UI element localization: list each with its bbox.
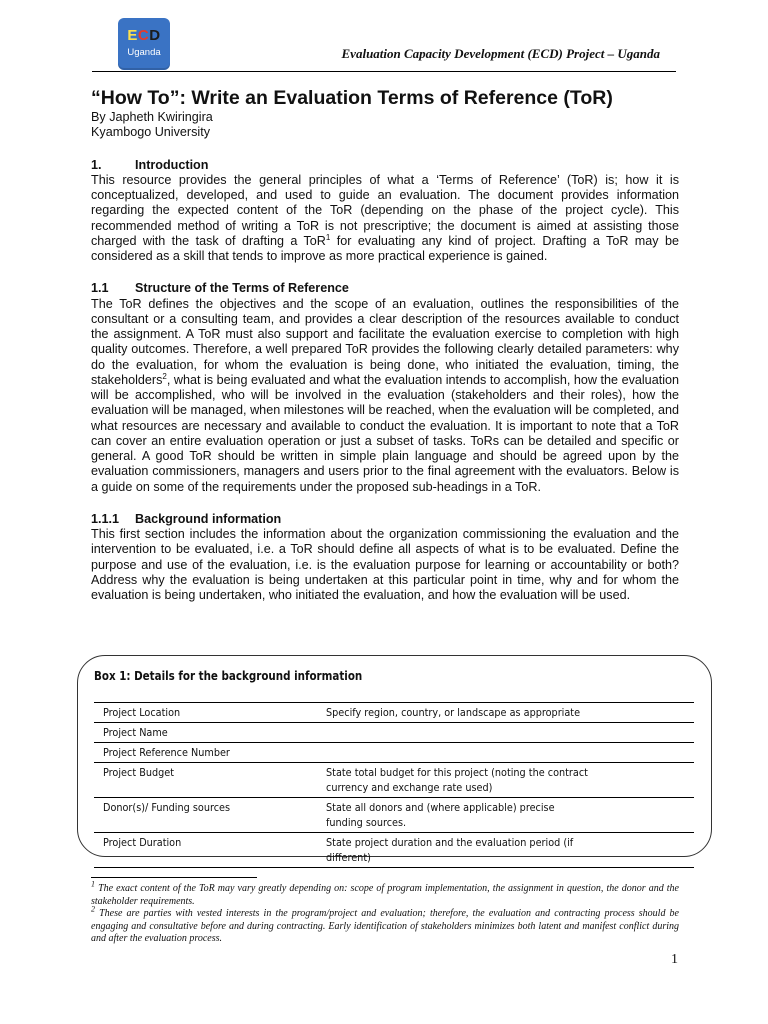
section-heading-background: 1.1.1 Background information	[91, 511, 282, 526]
structure-paragraph: The ToR defines the objectives and the scope of an evaluation, outlines the responsibilities of the consultant or a consulting team, and provides a clear description of the resources available to conduct the assignment. A ToR must also support and facilitate the evaluation exercise to completion with high quality outcomes. Therefore, a well prepared ToR provides the following clearly detailed parameters: why do the evaluation, for whom the evaluation is being done, who initiated the evaluation, timing, the stakeholders$^2$, what is being evaluated and what the evaluation intends to accomplish, how the evaluation will be accomplished, who will be involved in the evaluation (stakeholders and their roles), how the evaluation will be managed, when milestones will be reached, when the evaluation will be completed, and what resources are necessary and available to conduct the evaluation. It is important to note that a ToR can cover an entire evaluation operation or just a subset of tasks. ToRs can be detailed and specific or general. A good ToR should be written in simple plain language and should be agreed upon by the evaluation commissioners, managers and users prior to the final agreement with the evaluators. Below is a guide on some of the requirements under the proposed sub-headings in a ToR.	[91, 296, 679, 494]
logo-mark: ECD	[127, 27, 161, 44]
table-row: Project Location Specify region, country, or landscape as appropriate	[94, 703, 694, 723]
logo-country: Uganda	[127, 47, 161, 58]
background-paragraph: This first section includes the information about the organization commissioning the evaluation and the intervention to be evaluated, i.e. a ToR should define all aspects of what is to be evaluated. Define the purpose and use of the evaluation, i.e. is the evaluation purpose for learning or accountability or both? Address why the evaluation is being undertaken at this particular point in time, why and for whom the evaluation is being undertaken, who initiated the evaluation, and how the evaluation will be used.	[91, 527, 679, 602]
section-heading-introduction: 1. Introduction	[91, 157, 209, 172]
document-body	[91, 86, 679, 603]
background-info-table	[94, 702, 694, 868]
running-header: Evaluation Capacity Development (ECD) Project – Uganda	[341, 46, 660, 61]
footnotes	[91, 879, 679, 946]
introduction-paragraph: This resource provides the general principles of what a ‘Terms of Reference’ (ToR) is; how it is conceptualized, developed, and used to guide an evaluation. The document provides information regarding the expected content of the ToR (depending on the phase of the project cycle). This recommended method of writing a ToR is not prescriptive; the document is aimed at assisting those charged with the task of drafting a ToR$^1$ for evaluating any kind of project. Drafting a ToR may be considered as a skill that tends to improve as more practical experience is gained.	[91, 172, 679, 263]
ecd-uganda-logo	[118, 18, 170, 70]
table-row: Project Reference Number	[94, 743, 694, 763]
box-1-title: Box 1: Details for the background information	[94, 669, 363, 683]
page-number: 1	[671, 952, 678, 967]
table-row: Donor(s)/ Funding sources State all donors and (where applicable) precise funding sources.	[94, 798, 694, 833]
footnote-ref-1[interactable]: 1	[325, 232, 331, 242]
affiliation: Kyambogo University	[91, 125, 210, 140]
table-row: Project Budget State total budget for this project (noting the contract currency and exchange rate used)	[94, 763, 694, 798]
author: By Japheth Kwiringira	[91, 110, 213, 124]
footnote-ref-2[interactable]: 2	[162, 371, 167, 381]
footnote-rule	[91, 877, 257, 878]
table-row: Project Name	[94, 723, 694, 743]
table-row: Project Duration State project duration and the evaluation period (if different)	[94, 833, 694, 868]
footnote-1: $^1$ The exact content of the ToR may vary greatly depending on: scope of program implementation, the assignment in question, the donor and the stakeholder requirements.	[91, 879, 679, 907]
section-heading-structure: 1.1 Structure of the Terms of Reference	[91, 281, 349, 296]
footnote-2: $^2$ These are parties with vested interests in the program/project and evaluation; therefore, the evaluation and contracting process should be engaging and consultative before and during contracting. Early identification of stakeholders minimizes both latent and manifest conflict during and after the evaluation process.	[91, 904, 679, 944]
header-rule	[92, 71, 676, 72]
document-title: “How To”: Write an Evaluation Terms of Reference (ToR)	[91, 87, 613, 109]
